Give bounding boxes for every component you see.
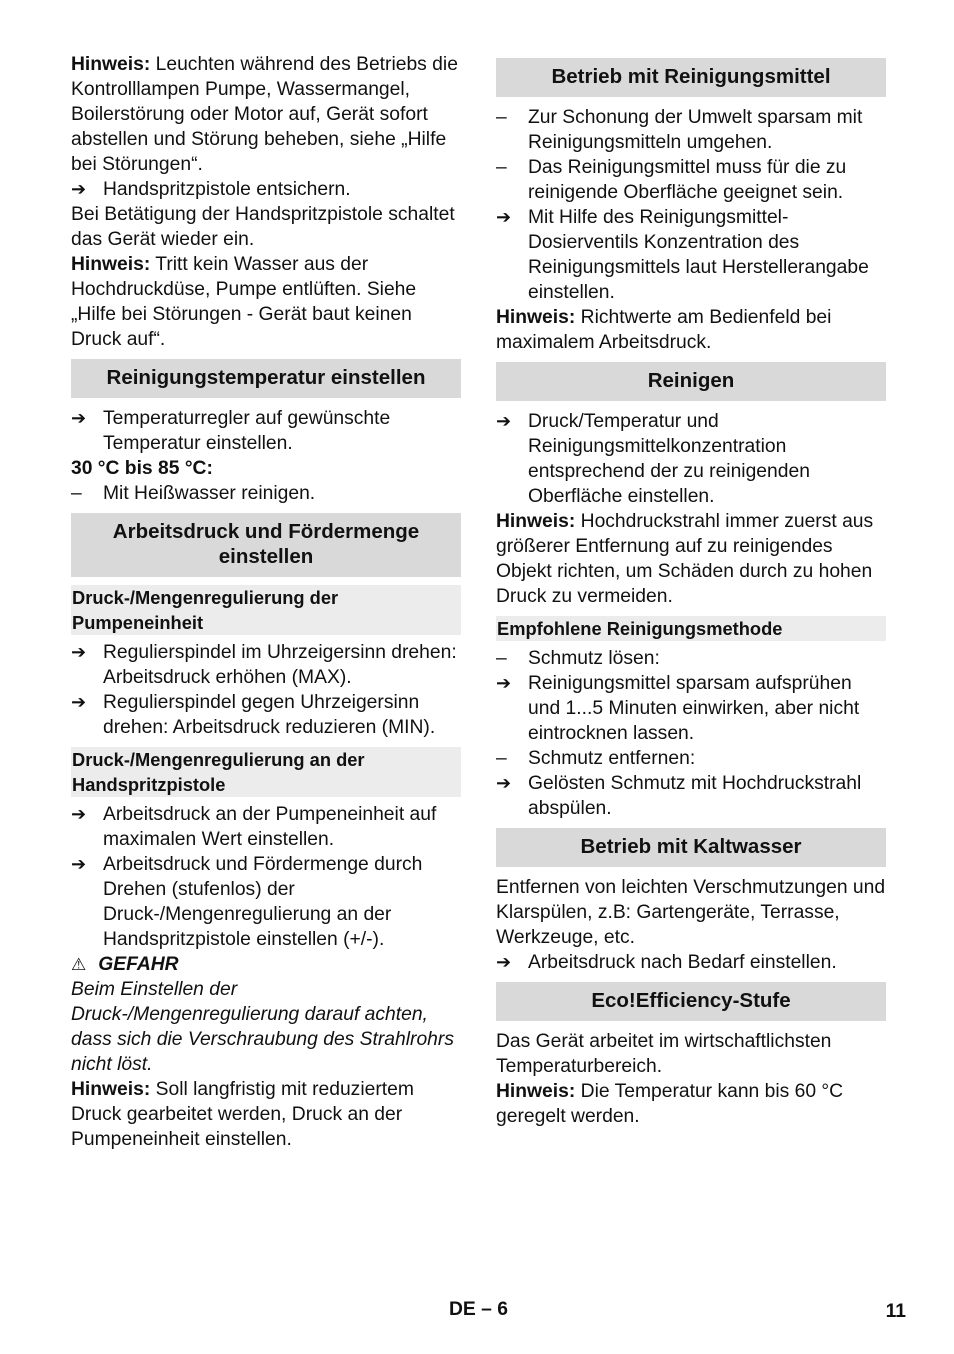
step-item: ➔ Reinigungsmittel sparsam aufsprühen und 1...5 Minuten einwirken, aber nicht eintrocknen lassen. [496, 673, 860, 744]
temperature-range: 30 °C bis 85 °C: [71, 458, 213, 479]
step-item: ➔ Arbeitsdruck und Fördermenge durch Drehen (stufenlos) der Druck-/Mengenregulierung an der Handspritzpistole einstellen (+/-). [71, 854, 423, 950]
subsection-heading-handspritzpistole: Druck-/Mengenregulierung an der Handspritzpistole [71, 747, 461, 797]
step-item: ➔ Handspritzpistole entsichern. [71, 179, 351, 200]
list-item: – Mit Heißwasser reinigen. [71, 483, 316, 504]
arrow-icon: ➔ [71, 854, 87, 874]
page-number: 11 [885, 1301, 906, 1322]
paragraph: Das Gerät arbeitet im wirtschaftlichsten Temperaturbereich. [496, 1031, 832, 1077]
section-heading-temperatur: Reinigungstemperatur einstellen [71, 359, 461, 398]
arrow-icon: ➔ [71, 408, 87, 428]
warning-icon: ⚠ [71, 955, 87, 974]
subsection-heading-pumpeneinheit: Druck-/Mengenregulierung der Pumpeneinheit [71, 585, 461, 635]
arrow-icon: ➔ [496, 207, 512, 227]
warning-text: Beim Einstellen der Druck-/Mengenregulierung darauf achten, dass sich die Verschraubung des Strahlrohrs nicht löst. [71, 979, 454, 1075]
section-heading-eco: Eco!Efficiency-Stufe [496, 982, 886, 1021]
paragraph: Bei Betätigung der Handspritzpistole schaltet das Gerät wieder ein. [71, 204, 455, 250]
footer-section-label: DE – 6 [449, 1299, 508, 1320]
dash-icon: – [496, 748, 507, 769]
list-item: – Schmutz lösen: [496, 648, 660, 669]
arrow-icon: ➔ [71, 179, 87, 199]
dash-icon: – [496, 648, 507, 669]
dash-icon: – [496, 157, 507, 178]
arrow-icon: ➔ [71, 642, 87, 662]
note-paragraph: Hinweis: Tritt kein Wasser aus der Hochdruckdüse, Pumpe entlüften. Siehe „Hilfe bei Störungen - Gerät baut keinen Druck auf“. [71, 254, 417, 350]
step-item: ➔ Arbeitsdruck nach Bedarf einstellen. [496, 952, 837, 973]
step-item: ➔ Arbeitsdruck an der Pumpeneinheit auf maximalen Wert einstellen. [71, 804, 437, 850]
note-paragraph: Hinweis: Richtwerte am Bedienfeld bei maximalem Arbeitsdruck. [496, 307, 832, 353]
section-heading-kaltwasser: Betrieb mit Kaltwasser [496, 828, 886, 867]
step-item: ➔ Temperaturregler auf gewünschte Temperatur einstellen. [71, 408, 391, 454]
right-column [496, 58, 886, 1129]
subsection-heading-methode: Empfohlene Reinigungsmethode [496, 616, 886, 641]
section-heading-reinigen: Reinigen [496, 362, 886, 401]
arrow-icon: ➔ [71, 804, 87, 824]
dash-icon: – [71, 483, 82, 504]
step-item: ➔ Regulierspindel gegen Uhrzeigersinn drehen: Arbeitsdruck reduzieren (MIN). [71, 692, 436, 738]
step-item: ➔ Mit Hilfe des Reinigungsmittel-Dosierventils Konzentration des Reinigungsmittels laut Herstellerangabe einstellen. [496, 207, 869, 303]
note-paragraph: Hinweis: Die Temperatur kann bis 60 °C geregelt werden. [496, 1081, 844, 1127]
arrow-icon: ➔ [496, 952, 512, 972]
note-paragraph: Hinweis: Leuchten während des Betriebs die Kontrolllampen Pumpe, Wassermangel, Boilerstörung oder Motor auf, Gerät sofort abstellen und Störung beheben, siehe „Hilfe bei Störungen“. [71, 54, 458, 175]
dash-icon: – [496, 107, 507, 128]
list-item: – Schmutz entfernen: [496, 748, 696, 769]
step-item: ➔ Gelösten Schmutz mit Hochdruckstrahl abspülen. [496, 773, 862, 819]
warning-title: ⚠ GEFAHR [71, 954, 179, 975]
step-item: ➔ Druck/Temperatur und Reinigungsmittelkonzentration entsprechend der zu reinigenden Oberfläche einstellen. [496, 411, 810, 507]
left-column [71, 52, 461, 1152]
section-heading-arbeitsdruck: Arbeitsdruck und Fördermenge einstellen [71, 513, 461, 577]
arrow-icon: ➔ [71, 692, 87, 712]
note-paragraph: Hinweis: Soll langfristig mit reduziertem Druck gearbeitet werden, Druck an der Pumpeneinheit einstellen. [71, 1079, 414, 1150]
arrow-icon: ➔ [496, 773, 512, 793]
paragraph: Entfernen von leichten Verschmutzungen und Klarspülen, z.B: Gartengeräte, Terrasse, Werkzeuge, etc. [496, 877, 886, 948]
step-item: ➔ Regulierspindel im Uhrzeigersinn drehen: Arbeitsdruck erhöhen (MAX). [71, 642, 457, 688]
arrow-icon: ➔ [496, 673, 512, 693]
note-paragraph: Hinweis: Hochdruckstrahl immer zuerst aus größerer Entfernung auf zu reinigendes Objekt richten, um Schäden durch zu hohen Druck zu vermeiden. [496, 511, 874, 607]
arrow-icon: ➔ [496, 411, 512, 431]
list-item: – Zur Schonung der Umwelt sparsam mit Reinigungsmitteln umgehen. [496, 107, 863, 153]
list-item: – Das Reinigungsmittel muss für die zu reinigende Oberfläche geeignet sein. [496, 157, 847, 203]
section-heading-reinigungsmittel: Betrieb mit Reinigungsmittel [496, 58, 886, 97]
